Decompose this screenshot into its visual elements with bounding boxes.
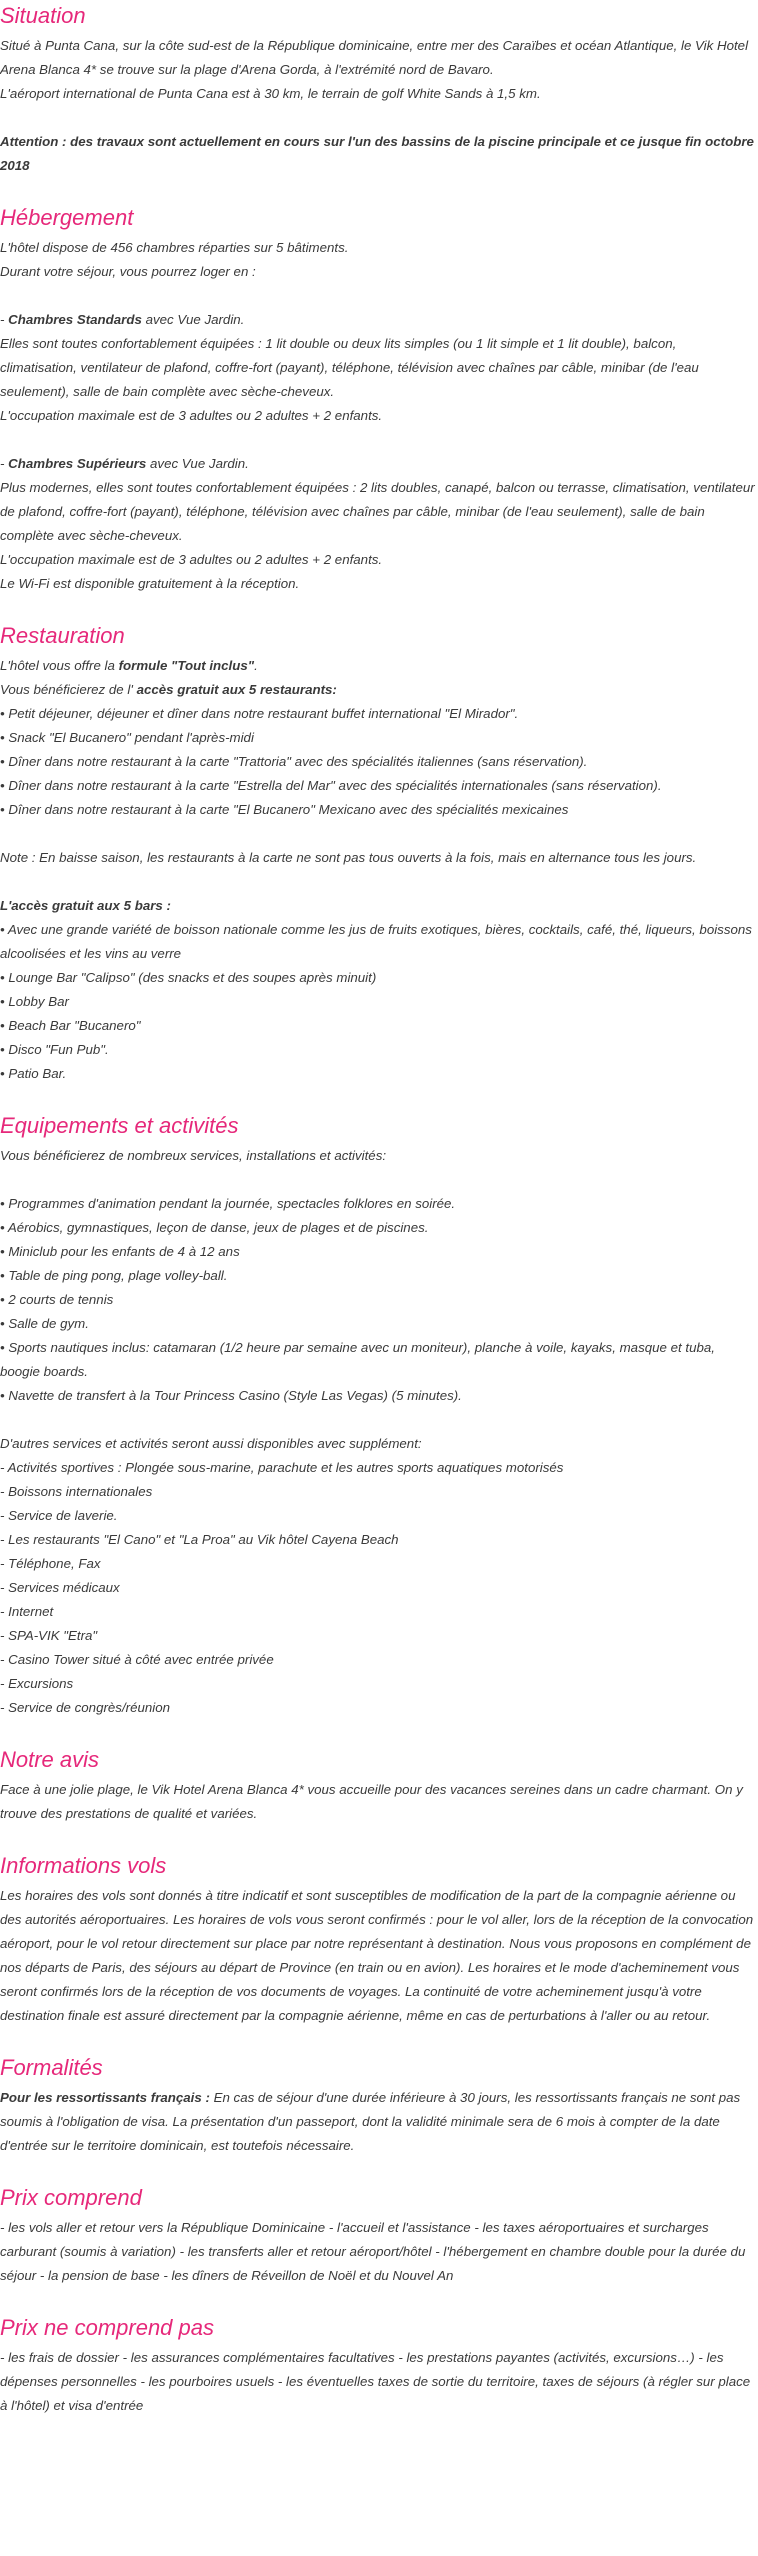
bars-heading: L'accès gratuit aux 5 bars : [0,898,171,913]
list-item: - Excursions [0,1676,74,1691]
list-item: - Service de congrès/réunion [0,1700,170,1715]
list-item: • Dîner dans notre restaurant à la carte "Trattoria" avec des spécialités italiennes (sans réservation). [0,754,588,769]
heading-situation: Situation [0,3,86,28]
situation-notice [0,130,756,178]
list-item: • Disco "Fun Pub". [0,1042,109,1057]
room-standard-occupancy: L'occupation maximale est de 3 adultes ou 2 adultes + 2 enfants. [0,408,383,423]
heading-formalites: Formalités [0,2055,103,2080]
heading-avis: Notre avis [0,1747,100,1772]
section-hebergement [0,202,756,596]
section-avis [0,1744,756,1826]
list-item: - SPA-VIK "Etra" [0,1628,98,1643]
list-item: • Aérobics, gymnastiques, leçon de danse, jeux de plages et de piscines. [0,1220,429,1235]
list-item: • Dîner dans notre restaurant à la carte "Estrella del Mar" avec des spécialités internationales (sans réservation). [0,778,662,793]
hebergement-intro-1: L'hôtel dispose de 456 chambres réparties sur 5 bâtiments. [0,240,349,255]
list-item: - Services médicaux [0,1580,120,1595]
formalites-bold: Pour les ressortissants français : [0,2090,210,2105]
heading-hebergement: Hébergement [0,205,134,230]
list-item: • Navette de transfert à la Tour Princess Casino (Style Las Vegas) (5 minutes). [0,1388,462,1403]
room-superior-suffix: avec Vue Jardin. [146,456,249,471]
list-item: • Programmes d'animation pendant la journée, spectacles folklores en soirée. [0,1196,456,1211]
section-equipements [0,1110,756,1720]
room-standard-prefix: - [0,312,9,327]
heading-vols: Informations vols [0,1853,167,1878]
formule-post: . [254,658,258,673]
heading-equipements: Equipements et activités [0,1113,239,1138]
list-item: • Lounge Bar "Calipso" (des snacks et des soupes après minuit) [0,970,377,985]
bars-heading-line [0,894,756,918]
room-standard-desc: Elles sont toutes confortablement équipées : 1 lit double ou deux lits simples (ou 1 lit simple et 1 lit double), balcon, climatisation, ventilateur de plafond, coffre-fort (payant), téléphone, télévision avec chaînes par câble, minibar (de l'eau seulement), salle de bain complète avec sèche-cheveux. [0,336,699,399]
situation-notice-text: Attention : des travaux sont actuellement en cours sur l'un des bassins de la piscine principale et ce jusque fin octobre 2018 [0,134,754,173]
prix-comprend-paragraph: - les vols aller et retour vers la République Dominicaine - l'accueil et l'assistance - les taxes aéroportuaires et surcharges carburant (soumis à variation) - les transferts aller et retour aéroport/hôtel - l'hébergement en chambre double pour la durée du séjour - la pension de base - les dîners de Réveillon de Noël et du Nouvel An [0,2220,746,2283]
list-item: • Beach Bar "Bucanero" [0,1018,141,1033]
list-item: • Salle de gym. [0,1316,89,1331]
list-item: • Petit déjeuner, déjeuner et dîner dans notre restaurant buffet international "El Mirador". [0,706,519,721]
room-superior-prefix: - [0,456,9,471]
vols-paragraph: Les horaires des vols sont donnés à titre indicatif et sont susceptibles de modification de la part de la compagnie aérienne ou des autorités aéroportuaires. Les horaires de vols vous seront confirmés : pour le vol aller, lors de la réception de la convocation aéroport, pour le vol retour directement sur place par notre représentant à destination. Nous vous proposons en complément de nos départs de Paris, des séjours au départ de Province (en train ou en avion). Les horaires et le mode d'acheminement vous seront confirmés lors de la réception de vos documents de voyages. La continuité de votre acheminement jusqu'à votre destination finale est assuré directement par la compagnie aérienne, même en cas de perturbations à l'aller ou au retour. [0,1888,754,2023]
extras-list [0,1456,756,1720]
restaurants-note: Note : En baisse saison, les restaurants à la carte ne sont pas tous ouverts à la fois, mais en alternance tous les jours. [0,850,697,865]
list-item: - Internet [0,1604,54,1619]
access-bold: accès gratuit aux 5 restaurants: [136,682,337,697]
list-item: • Sports nautiques inclus: catamaran (1/2 heure par semaine avec un moniteur), planche à voile, kayaks, masque et tuba, boogie boards. [0,1340,715,1379]
avis-paragraph: Face à une jolie plage, le Vik Hotel Arena Blanca 4* vous accueille pour des vacances sereines dans un cadre charmant. On y trouve des prestations de qualité et variées. [0,1782,743,1821]
access-pre: Vous bénéficierez de l' [0,682,137,697]
list-item: • Avec une grande variété de boisson nationale comme les jus de fruits exotiques, bières, cocktails, café, thé, liqueurs, boissons alcoolisées et les vins au verre [0,922,752,961]
extras-intro: D'autres services et activités seront aussi disponibles avec supplément: [0,1436,422,1451]
list-item: - Casino Tower situé à côté avec entrée privée [0,1652,274,1667]
room-standard-suffix: avec Vue Jardin. [141,312,245,327]
section-prix-ne-comprend [0,2312,756,2418]
equipements-intro: Vous bénéficierez de nombreux services, installations et activités: [0,1148,387,1163]
situation-text: Situé à Punta Cana, sur la côte sud-est de la République dominicaine, entre mer des Caraïbes et océan Atlantique, le Vik Hotel Arena Blanca 4* se trouve sur la plage d'Arena Gorda, à l'extrémité nord de Bavaro. [0,38,749,77]
section-restauration [0,620,756,1086]
prix-ne-comprend-paragraph: - les frais de dossier - les assurances complémentaires facultatives - les prestations payantes (activités, excursions…) - les dépenses personnelles - les pourboires usuels - les éventuelles taxes de sortie du territoire, taxes de séjours (à régler sur place à l'hôtel) et visa d'entrée [0,2350,751,2413]
section-vols [0,1850,756,2028]
bars-list [0,918,756,1086]
list-item: • Lobby Bar [0,994,69,1009]
room-superior [0,452,756,596]
heading-prix-ne-comprend: Prix ne comprend pas [0,2315,214,2340]
list-item: • 2 courts de tennis [0,1292,114,1307]
heading-restauration: Restauration [0,623,125,648]
list-item: • Table de ping pong, plage volley-ball. [0,1268,228,1283]
room-superior-desc: Plus modernes, elles sont toutes confortablement équipées : 2 lits doubles, canapé, balcon ou terrasse, climatisation, ventilateur de plafond, coffre-fort (payant), téléphone, télévision avec chaînes par câble, minibar (de l'eau seulement), salle de bain complète avec sèche-cheveux. [0,480,755,543]
formalites-paragraph [0,2086,756,2158]
list-item: • Snack "El Bucanero" pendant l'après-midi [0,730,254,745]
formule-bold: formule "Tout inclus" [118,658,255,673]
list-item: • Dîner dans notre restaurant à la carte "El Bucanero" Mexicano avec des spécialités mexicaines [0,802,569,817]
room-superior-occupancy: L'occupation maximale est de 3 adultes ou 2 adultes + 2 enfants. [0,552,383,567]
restauration-intro [0,654,756,702]
section-prix-comprend [0,2182,756,2288]
room-standard [0,308,756,428]
formalites-text: En cas de séjour d'une durée inférieure à 30 jours, les ressortissants français ne sont pas soumis à l'obligation de visa. La présentation d'un passeport, dont la validité minimale sera de 6 mois à compter de la date d'entrée sur le territoire dominicain, est toutefois nécessaire. [0,2090,741,2153]
list-item: - Service de laverie. [0,1508,118,1523]
list-item: - Activités sportives : Plongée sous-marine, parachute et les autres sports aquatiques motorisés [0,1460,564,1475]
hebergement-intro-2: Durant votre séjour, vous pourrez loger en : [0,264,256,279]
heading-prix-comprend: Prix comprend [0,2185,142,2210]
list-item: - Les restaurants "El Cano" et "La Proa" au Vik hôtel Cayena Beach [0,1532,399,1547]
room-superior-name: Chambres Supérieurs [8,456,147,471]
equipements-list [0,1192,756,1408]
list-item: • Miniclub pour les enfants de 4 à 12 ans [0,1244,240,1259]
list-item: - Téléphone, Fax [0,1556,101,1571]
restaurants-list [0,702,756,822]
section-situation [0,0,756,178]
list-item: - Boissons internationales [0,1484,153,1499]
formule-pre: L'hôtel vous offre la [0,658,119,673]
hebergement-intro [0,236,756,284]
wifi-note: Le Wi-Fi est disponible gratuitement à la réception. [0,576,300,591]
section-formalites [0,2052,756,2158]
situation-airport: L'aéroport international de Punta Cana est à 30 km, le terrain de golf White Sands à 1,5 km. [0,86,541,101]
list-item: • Patio Bar. [0,1066,67,1081]
situation-paragraph [0,34,756,106]
room-standard-name: Chambres Standards [8,312,142,327]
